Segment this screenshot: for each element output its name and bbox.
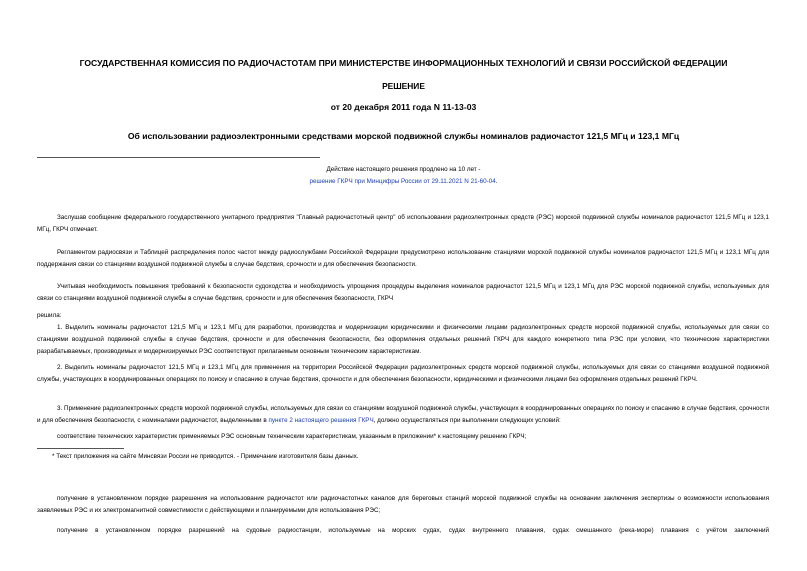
paragraph-intro: Заслушав сообщение федерального государственного унитарного предприятия "Главный радиочастотный центр" об использовании радиоэлектронных средств (РЭС) морской подвижной службы номиналов радиочастот 121,5 МГц и 123,1 МГц, ГКРЧ отмечает. [37, 214, 769, 233]
footnote: * Текст приложения на сайте Минсвязи России не приводится. - Примечание изготовителя базы данных. [52, 453, 359, 460]
decision-item-1: 1. Выделить номиналы радиочастот 121,5 МГц и 123,1 МГц для разработки, производства и модернизации юридическими и физическими лицами радиоэлектронных средств морской подвижной службы, используемых для связи со станциями воздушной подвижной службы в случае бедствия, срочности и для обеспечения безопасности, без оформления отдельных решений ГКРЧ для каждого конкретного типа РЭС при условии, что технические характеристики разрабатываемых, производимых и модернизируемых РЭС соответствуют прилагаемым основным техническим характеристикам. [37, 324, 769, 355]
decision-label: решила: [37, 312, 62, 319]
decision-item-3 [37, 403, 769, 427]
status-note-text: Действие настоящего решения продлено на 10 лет - [326, 166, 481, 173]
document-date-number: от 20 декабря 2011 года N 11-13-03 [330, 102, 477, 112]
document-title: Об использовании радиоэлектронными средствами морской подвижной службы номиналов радиочастот 121,5 МГц и 123,1 МГц [127, 131, 680, 141]
paragraph-regulations: Регламентом радиосвязи и Таблицей распределения полос частот между радиослужбами Российской Федерации предусмотрено использование станциями морской подвижной службы номиналов радиочастот 121,5 МГц и 123,1 МГц для поддержания связи со станциями воздушной подвижной службы в случае бедствия, срочности и для обеспечения безопасности. [37, 249, 769, 268]
condition-1: соответствие технических характеристик применяемых РЭС основным техническим характеристикам, указанным в приложении* к настоящему решению ГКРЧ; [57, 433, 527, 440]
condition-2: получение в установленном порядке разрешения на использование радиочастот или радиочастотных каналов для береговых станций морской подвижной службы на основании заключения экспертизы о возможности использования заявляемых РЭС и их электромагнитной совместимости с действующими и планируемыми для использования РЭС; [37, 495, 769, 514]
condition-3: получение в установленном порядке разрешений на судовые радиостанции, используемые на морских судах, судах внутреннего плавания, судах смешанного (река-море) плавания с учётом заключений [57, 527, 769, 534]
decision-item-2: 2. Выделить номиналы радиочастот 121,5 МГц и 123,1 МГц для применения на территории Российской Федерации радиоэлектронных средств морской подвижной службы, используемых для связи со станциями воздушной подвижной службы, участвующих в координированных операциях по поиску и спасанию в случае бедствия, срочности и для обеспечения безопасности, юридическими и физическими лицами без оформления отдельных решений ГКРЧ. [37, 364, 769, 383]
decision-item-3-link[interactable]: пункте 2 настоящего решения ГКРЧ [268, 417, 374, 424]
footnote-rule [37, 448, 124, 449]
status-note-link-line [175, 176, 632, 188]
issuing-authority: ГОСУДАРСТВЕННАЯ КОМИССИЯ ПО РАДИОЧАСТОТАМ ПРИ МИНИСТЕРСТВЕ ИНФОРМАЦИОННЫХ ТЕХНОЛОГИЙ И СВЯЗИ РОССИЙСКОЙ ФЕДЕРАЦИИ [79, 58, 728, 68]
status-note [175, 164, 632, 188]
decision-item-3-tail: , должно осуществляться при выполнении следующих условий: [373, 417, 561, 424]
paragraph-considering: Учитывая необходимость повышения требований к безопасности судоходства и необходимость упрощения процедуры выделения номиналов радиочастот 121,5 МГц и 123,1 МГц для РЭС морской подвижной службы, используемых для связи со станциями воздушной подвижной службы в случае бедствия, срочности и для обеспечения безопасности, ГКРЧ [37, 283, 769, 302]
status-note-tail: . [495, 178, 498, 185]
separator-rule [37, 157, 320, 158]
status-note-link[interactable]: решение ГКРЧ при Минцифры России от 29.11.2021 N 21-60-04 [309, 178, 496, 185]
decision-item-3-text: 3. Применение радиоэлектронных средств морской подвижной службы, используемых для связи со станциями воздушной подвижной службы, участвующих в координированных операциях по поиску и спасанию в случае бедствия, срочности и для обеспечения безопасности, с номиналами радиочастот, выделенными в [37, 405, 769, 424]
document-type: РЕШЕНИЕ [382, 81, 425, 91]
